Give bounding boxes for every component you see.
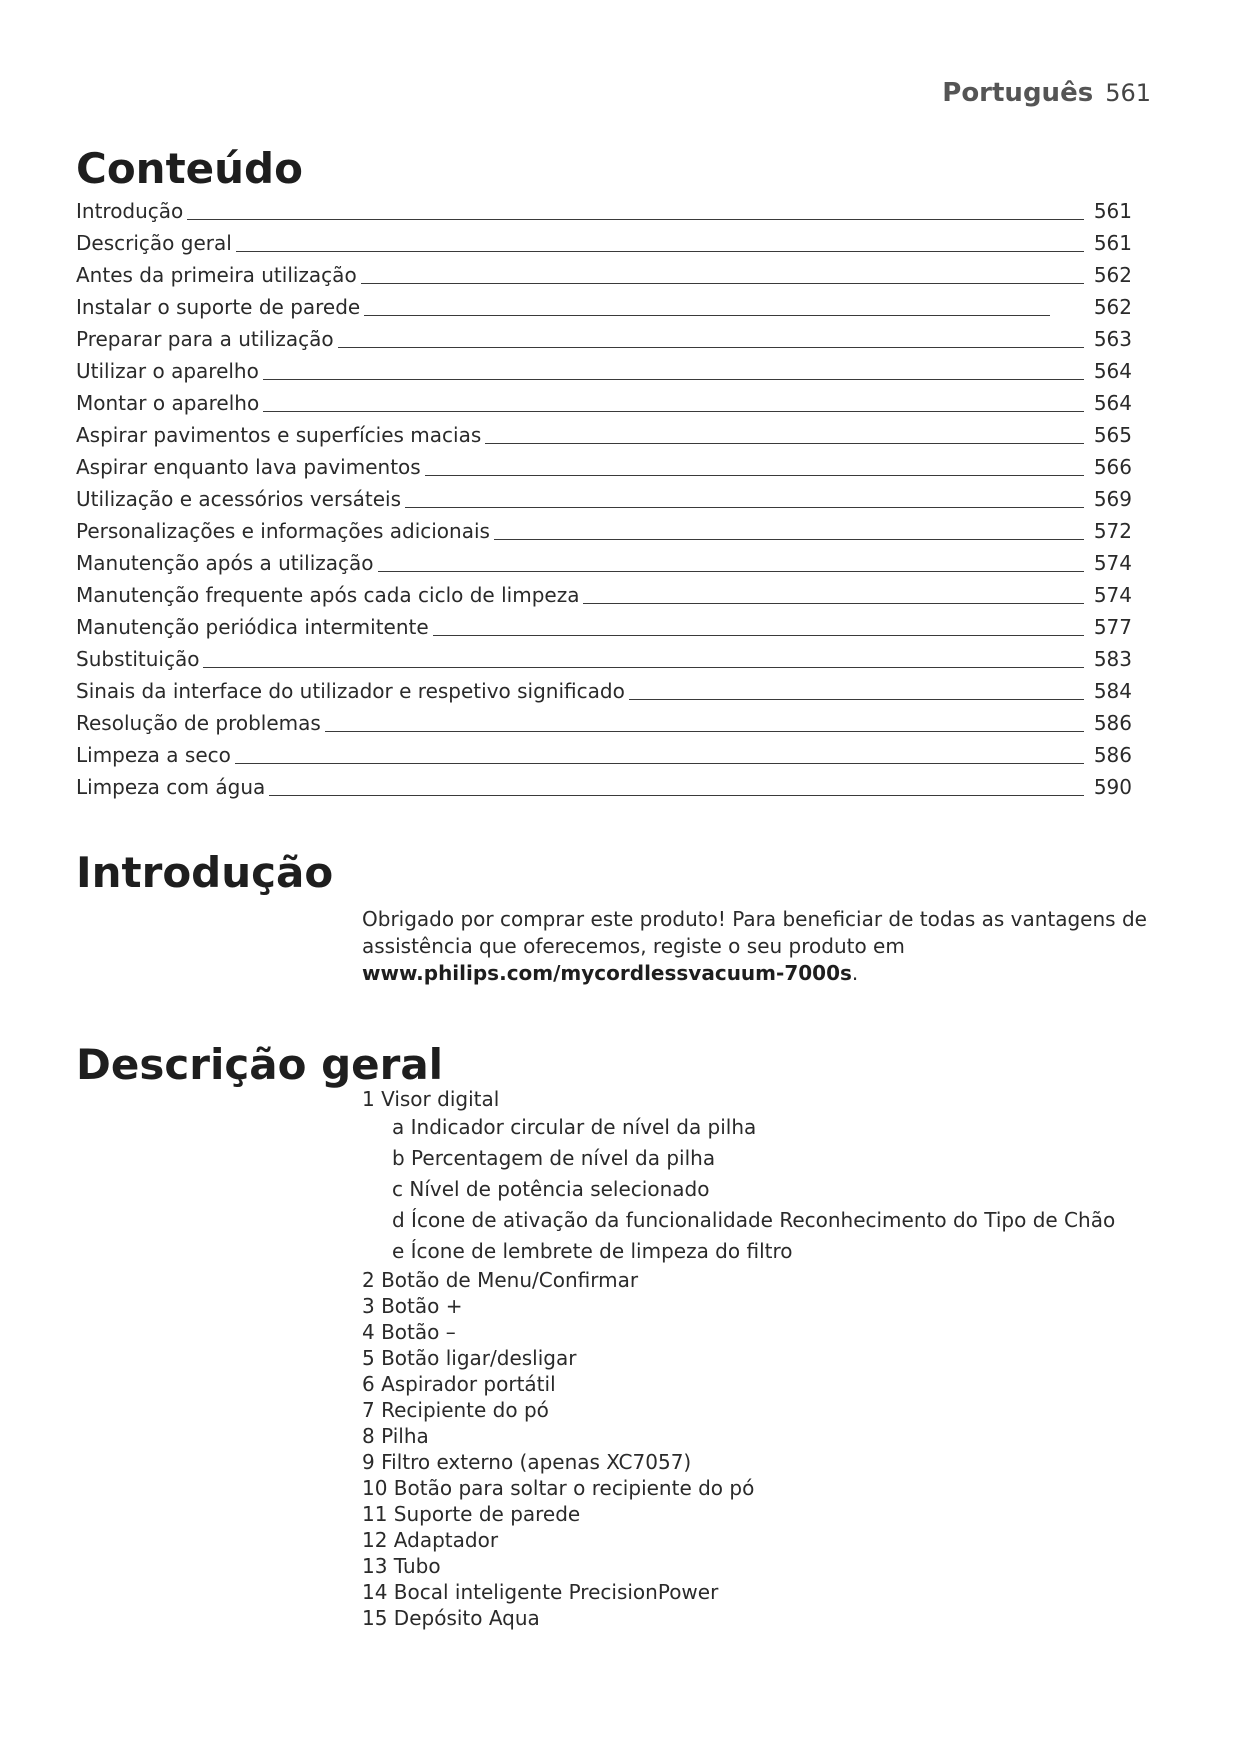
toc-entry[interactable] <box>76 710 1136 742</box>
toc-entry[interactable] <box>76 454 1136 486</box>
toc-entry-title: Utilizar o aparelho <box>76 359 259 383</box>
toc-entry[interactable] <box>76 262 1136 294</box>
toc-entry-page: 563 <box>1093 327 1132 351</box>
toc-leader <box>583 603 1084 604</box>
toc-entry-title: Limpeza a seco <box>76 743 231 767</box>
parts-list-item: 1 Visor digital <box>362 1087 500 1111</box>
parts-list-item: 14 Bocal inteligente PrecisionPower <box>362 1580 719 1604</box>
toc-leader <box>263 411 1084 412</box>
toc-entry-page: 562 <box>1093 295 1132 319</box>
toc-entry-title: Utilização e acessórios versáteis <box>76 487 401 511</box>
toc-entry-title: Substituição <box>76 647 200 671</box>
parts-list-item: 8 Pilha <box>362 1424 429 1448</box>
toc-entry-title: Personalizações e informações adicionais <box>76 519 490 543</box>
parts-list-item: 7 Recipiente do pó <box>362 1398 549 1422</box>
toc-entry[interactable] <box>76 550 1136 582</box>
introduction-heading: Introdução <box>76 848 334 897</box>
toc-leader <box>236 251 1084 252</box>
intro-line-1: Obrigado por comprar este produto! Para beneficiar de todas as vantagens de <box>362 907 1147 931</box>
toc-entry-page: 572 <box>1093 519 1132 543</box>
toc-entry-title: Antes da primeira utilização <box>76 263 357 287</box>
toc-leader <box>433 635 1084 636</box>
toc-leader <box>364 315 1050 316</box>
toc-entry-page: 564 <box>1093 391 1132 415</box>
toc-entry-page: 586 <box>1093 743 1132 767</box>
intro-line-2: assistência que oferecemos, registe o seu produto em <box>362 934 905 958</box>
toc-entry[interactable] <box>76 742 1136 774</box>
toc-heading: Conteúdo <box>76 144 303 193</box>
toc-entry[interactable] <box>76 678 1136 710</box>
toc-entry-title: Descrição geral <box>76 231 232 255</box>
toc-entry-page: 590 <box>1093 775 1132 799</box>
parts-list-subitem: b Percentagem de nível da pilha <box>392 1146 716 1170</box>
parts-list-item: 15 Depósito Aqua <box>362 1606 540 1630</box>
parts-list-subitem: a Indicador circular de nível da pilha <box>392 1115 757 1139</box>
toc-entry[interactable] <box>76 326 1136 358</box>
toc-entry-page: 565 <box>1093 423 1132 447</box>
toc-leader <box>338 347 1084 348</box>
parts-list-item: 4 Botão – <box>362 1320 456 1344</box>
toc-entry-page: 561 <box>1093 199 1132 223</box>
parts-list-item: 13 Tubo <box>362 1554 441 1578</box>
toc-entry[interactable] <box>76 582 1136 614</box>
toc-leader <box>187 219 1084 220</box>
toc-entry-title: Limpeza com água <box>76 775 266 799</box>
parts-list <box>362 1086 1162 1631</box>
running-header <box>942 78 1151 108</box>
toc-leader <box>325 731 1084 732</box>
header-language: Português <box>942 78 1094 108</box>
parts-list-item: 6 Aspirador portátil <box>362 1372 556 1396</box>
toc-entry[interactable] <box>76 486 1136 518</box>
toc-leader <box>263 379 1084 380</box>
introduction-paragraph <box>362 906 1152 987</box>
parts-list-item: 9 Filtro externo (apenas XC7057) <box>362 1450 692 1474</box>
toc-leader <box>235 763 1084 764</box>
toc-entry-title: Aspirar enquanto lava pavimentos <box>76 455 421 479</box>
header-page-number: 561 <box>1105 79 1151 107</box>
toc-entry[interactable] <box>76 230 1136 262</box>
toc-entry-page: 566 <box>1093 455 1132 479</box>
toc-entry[interactable] <box>76 646 1136 678</box>
toc-entry-title: Aspirar pavimentos e superfícies macias <box>76 423 482 447</box>
toc-entry[interactable] <box>76 390 1136 422</box>
toc-entry-page: 564 <box>1093 359 1132 383</box>
parts-list-subitem: e Ícone de lembrete de limpeza do filtro <box>392 1239 793 1263</box>
parts-list-subitem: d Ícone de ativação da funcionalidade Reconhecimento do Tipo de Chão <box>392 1208 1116 1232</box>
toc-entry[interactable] <box>76 198 1136 230</box>
parts-list-subitem: c Nível de potência selecionado <box>392 1177 710 1201</box>
toc-leader <box>485 443 1084 444</box>
toc-entry[interactable] <box>76 774 1136 806</box>
toc-entry[interactable] <box>76 294 1136 326</box>
toc-entry-page: 574 <box>1093 551 1132 575</box>
toc-leader <box>494 539 1084 540</box>
toc-leader <box>269 795 1084 796</box>
toc-entry-title: Sinais da interface do utilizador e respetivo significado <box>76 679 625 703</box>
toc-leader <box>378 571 1084 572</box>
parts-list-item: 3 Botão + <box>362 1294 463 1318</box>
toc-leader <box>629 699 1084 700</box>
toc-entry-page: 562 <box>1093 263 1132 287</box>
parts-list-item: 5 Botão ligar/desligar <box>362 1346 577 1370</box>
toc-entry-title: Preparar para a utilização <box>76 327 334 351</box>
table-of-contents <box>76 198 1136 806</box>
toc-entry-page: 584 <box>1093 679 1132 703</box>
toc-entry-page: 586 <box>1093 711 1132 735</box>
toc-entry-page: 561 <box>1093 231 1132 255</box>
parts-list-item: 10 Botão para soltar o recipiente do pó <box>362 1476 755 1500</box>
toc-leader <box>425 475 1084 476</box>
toc-leader <box>405 507 1084 508</box>
toc-entry-title: Manutenção após a utilização <box>76 551 374 575</box>
toc-entry[interactable] <box>76 518 1136 550</box>
general-description-heading: Descrição geral <box>76 1040 444 1089</box>
toc-leader <box>203 667 1084 668</box>
toc-entry-title: Instalar o suporte de parede <box>76 295 361 319</box>
parts-list-item: 11 Suporte de parede <box>362 1502 581 1526</box>
toc-entry-page: 583 <box>1093 647 1132 671</box>
toc-entry[interactable] <box>76 422 1136 454</box>
toc-entry-title: Manutenção frequente após cada ciclo de limpeza <box>76 583 580 607</box>
toc-entry[interactable] <box>76 358 1136 390</box>
toc-entry[interactable] <box>76 614 1136 646</box>
registration-url[interactable]: www.philips.com/mycordlessvacuum-7000s <box>362 961 852 985</box>
toc-entry-page: 577 <box>1093 615 1132 639</box>
parts-list-item: 12 Adaptador <box>362 1528 499 1552</box>
toc-entry-page: 569 <box>1093 487 1132 511</box>
url-suffix: . <box>851 961 859 985</box>
toc-leader <box>361 283 1084 284</box>
parts-list-item: 2 Botão de Menu/Confirmar <box>362 1268 639 1292</box>
toc-entry-title: Introdução <box>76 199 184 223</box>
toc-entry-title: Montar o aparelho <box>76 391 260 415</box>
toc-entry-page: 574 <box>1093 583 1132 607</box>
toc-entry-title: Resolução de problemas <box>76 711 321 735</box>
toc-entry-title: Manutenção periódica intermitente <box>76 615 429 639</box>
